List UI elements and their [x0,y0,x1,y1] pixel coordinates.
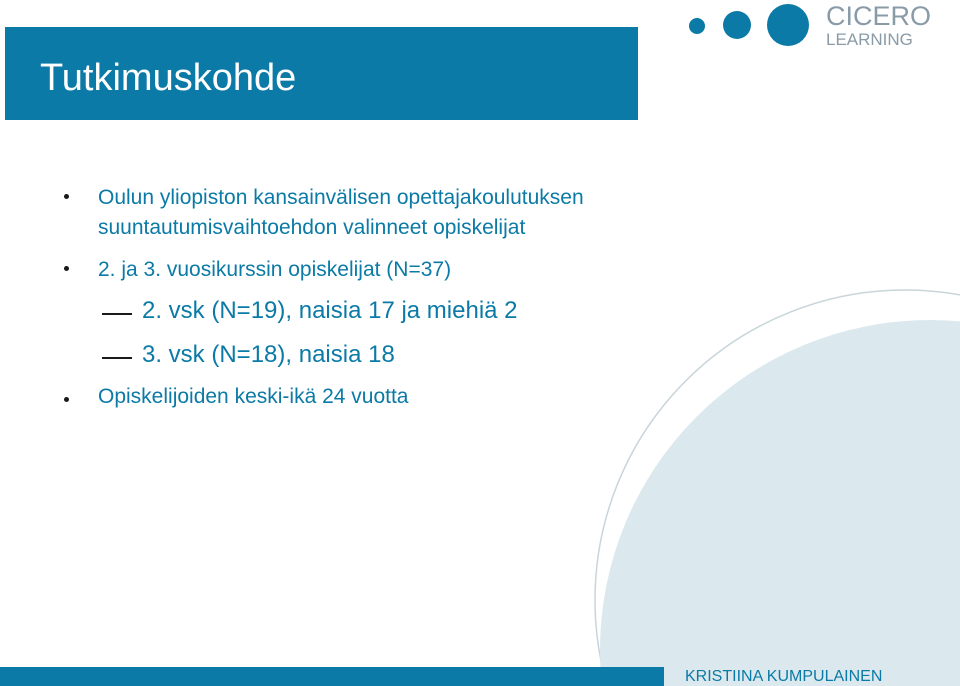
subbullet-1: 2. vsk (N=19), naisia 17 ja miehiä 2 [142,297,518,324]
dash-icon [102,357,132,359]
logo-text-cicero: CICERO [826,1,932,31]
bullet-dot-icon [64,194,69,199]
bullet-dot-icon [64,397,69,402]
logo-text-learning: LEARNING [826,30,913,49]
bullet-1-line-2: suuntautumisvaihtoehdon valinneet opiskelijat [98,216,526,239]
footer-bar [0,667,664,686]
bullet-dot-icon [64,266,69,271]
slide-title: Tutkimuskohde [40,57,297,99]
footer-author: KRISTIINA KUMPULAINEN [685,668,883,685]
subbullet-2: 3. vsk (N=18), naisia 18 [142,341,395,368]
dash-icon [102,313,132,315]
bullet-3: Opiskelijoiden keski-ikä 24 vuotta [98,385,409,408]
bullet-1-line-1: Oulun yliopiston kansainvälisen opettajakoulutuksen [98,186,584,209]
bullet-2: 2. ja 3. vuosikurssin opiskelijat (N=37) [98,258,452,281]
